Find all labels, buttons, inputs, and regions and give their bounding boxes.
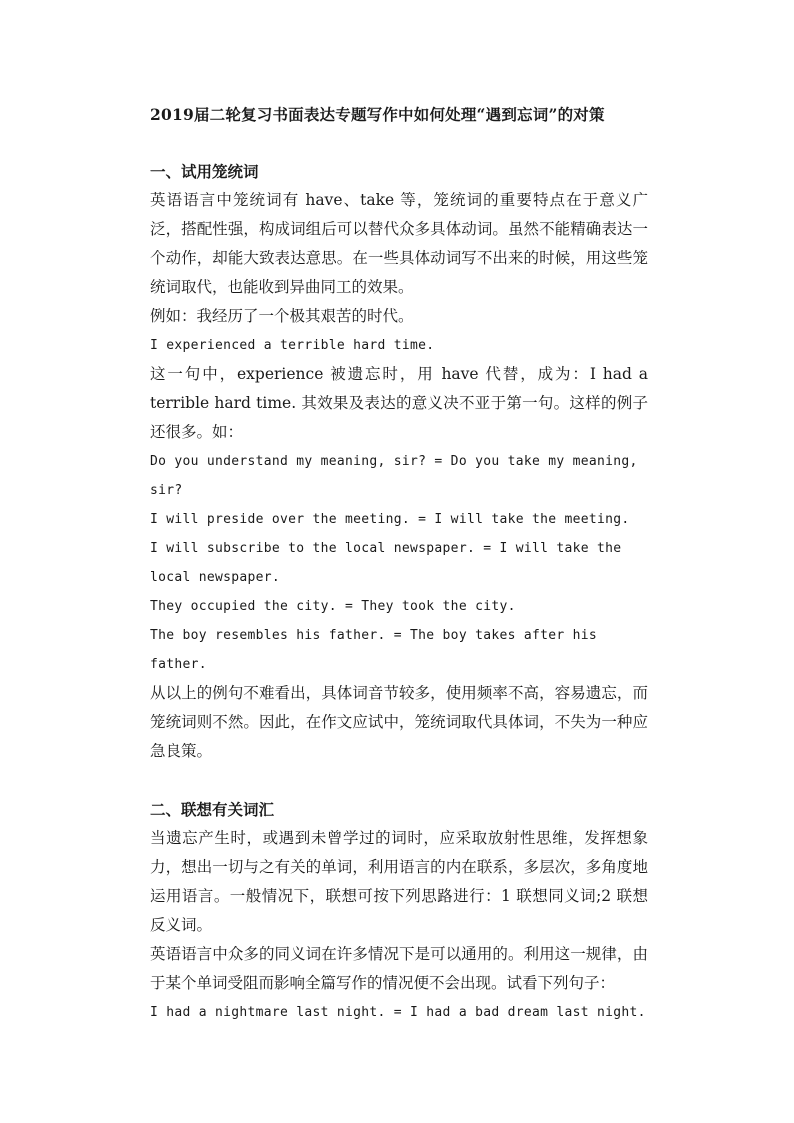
example-line: I had a nightmare last night. = I had a bad dream last night. (150, 1005, 646, 1020)
section-2-heading: 二、联想有关词汇 (150, 800, 275, 819)
section-1-heading: 一、试用笼统词 (150, 162, 259, 181)
section-spacer (150, 766, 648, 795)
example-line: I will preside over the meeting. = I will take the meeting. (150, 512, 630, 527)
example-sentence: I experienced a terrible hard time. (150, 338, 435, 353)
section-2-intro: 当遗忘产生时，或遇到未曾学过的词时，应采取放射性思维，发挥想象力，想出一切与之有关的单词，利用语言的内在联系，多层次，多角度地运用语言。一般情况下，联想可按下列思路进行：1 联想同义词;2 联想反义词。 (150, 829, 648, 934)
document-body (150, 157, 648, 1027)
example-line: The boy resembles his father. = The boy takes after his father. (150, 628, 597, 672)
example-line: Do you understand my meaning, sir? = Do you take my meaning, sir? (150, 454, 638, 498)
example-line: They occupied the city. = They took the city. (150, 599, 516, 614)
section-1-explanation: 这一句中，experience 被遗忘时，用 have 代替，成为：I had a terrible hard time. 其效果及表达的意义决不亚于第一句。这样的例子还很多。如： (150, 365, 648, 441)
document-title: 2019届二轮复习书面表达专题写作中如何处理“遇到忘词”的对策 (150, 105, 605, 124)
example-line: I will subscribe to the local newspaper. = I will take the local newspaper. (150, 541, 622, 585)
section-2-paragraph: 英语语言中众多的同义词在许多情况下是可以通用的。利用这一规律，由于某个单词受阻而影响全篇写作的情况便不会出现。试看下列句子： (150, 945, 648, 992)
section-1-conclusion: 从以上的例句不难看出，具体词音节较多，使用频率不高，容易遗忘，而笼统词则不然。因此，在作文应试中，笼统词取代具体词，不失为一种应急良策。 (150, 684, 648, 760)
example-label: 例如：我经历了一个极其艰苦的时代。 (150, 307, 414, 325)
section-1-intro: 英语语言中笼统词有 have、take 等，笼统词的重要特点在于意义广泛，搭配性强，构成词组后可以替代众多具体动词。虽然不能精确表达一个动作，却能大致表达意思。在一些具体动词写不出来的时候，用这些笼统词取代，也能收到异曲同工的效果。 (150, 191, 648, 296)
